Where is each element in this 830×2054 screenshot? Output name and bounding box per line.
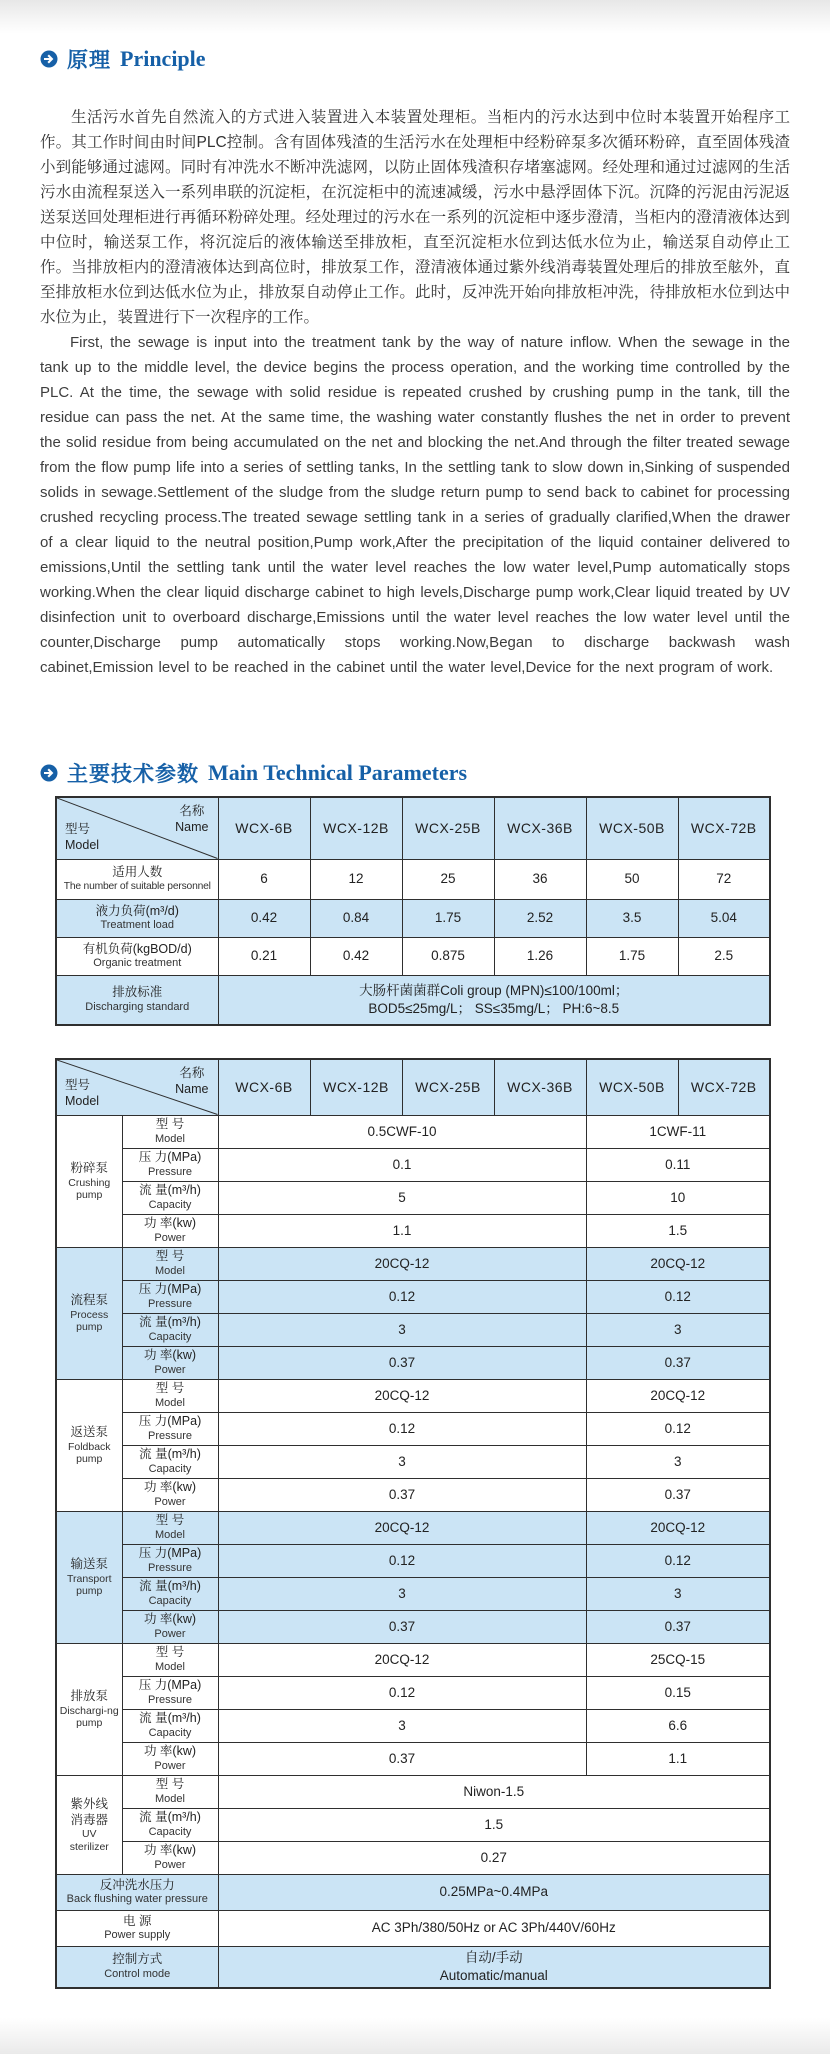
row-label-zh: 流 量(m³/h) (139, 1447, 201, 1462)
param-label-cell (122, 1412, 218, 1445)
row-label-en: Model (155, 1132, 185, 1145)
corner-name-label: 名称 Name (175, 804, 209, 835)
table-row (56, 1247, 770, 1280)
footer-value-cell: AC 3Ph/380/50Hz or AC 3Ph/440V/60Hz (218, 1910, 770, 1946)
param-label-cell (122, 1610, 218, 1643)
value-cell: 0.21 (218, 937, 310, 975)
param-label-cell (122, 1511, 218, 1544)
table-row (56, 899, 770, 937)
model-column-header: WCX-50B (586, 797, 678, 859)
table-row (56, 1946, 770, 1988)
row-label-en: Capacity (148, 1825, 192, 1838)
param-label-cell (122, 1808, 218, 1841)
row-label-zh: 压 力(MPa) (138, 1150, 202, 1165)
value-cell-small-models: 3 (218, 1709, 586, 1742)
row-label-en: Pressure (147, 1165, 193, 1178)
row-label-zh: 排放标准 (112, 985, 163, 1000)
table-row (56, 1478, 770, 1511)
table-row (56, 1115, 770, 1148)
table-row (56, 1511, 770, 1544)
pump-group-label-cell: 输送泵 Transport pump (56, 1511, 122, 1643)
principle-paragraph-english: First, the sewage is input into the treatment tank by the way of nature inflow. When the sewage in the tank up to the middle level, the device begins the process operation, and the working time controlled by the PLC. At the time, the sewage with solid residue is repeated crushed by crushing pump in the tank, till the residue can pass the net. At the same time, the washing water constantly flushes the net in order to prevent the solid residue from being accumulated on the net and blocking the net.And through the filter treated sewage from the flow pump life into a series of settling tanks, In the settling tank to slow down in,Sinking of suspended solids in sewage.Settlement of the sludge from the sludge return pump to send back to cabinet for processing crushed recycling process.The treated sewage settling tank in a series of gradually clarified,When the drawer of a clear liquid to the neutral position,Pump work,After the precipitation of the liquid container delivered to emissions,Until the settling tank until the water level reaches the low water level,Pump automatically stops working.When the clear liquid discharge cabinet to high levels,Discharge pump work,Clear liquid treated by UV disinfection unit to overboard discharge,Emissions until the water level reaches the low water level until the counter,Discharge pump automatically stops working.Now,Began to discharge backwash wash cabinet,Emission level to be reached in the cabinet until the water level,Device for the next program of work. (40, 334, 790, 676)
value-cell: 5.04 (678, 899, 770, 937)
row-label-zh: 流 量(m³/h) (139, 1183, 201, 1198)
model-column-header: WCX-6B (218, 1059, 310, 1115)
row-label-zh: 压 力(MPa) (138, 1414, 202, 1429)
merged-value-cell: 1.5 (218, 1808, 770, 1841)
value-cell-small-models: 0.37 (218, 1478, 586, 1511)
model-column-header: WCX-50B (586, 1059, 678, 1115)
value-cell-small-models: 5 (218, 1181, 586, 1214)
row-label-en: Pressure (147, 1429, 193, 1442)
pump-group-label-cell: 流程泵 Process pump (56, 1247, 122, 1379)
value-cell: 1.75 (586, 937, 678, 975)
table-row (56, 1412, 770, 1445)
pump-parameters-table-slot (0, 1058, 830, 1989)
merged-value-cell: Niwon-1.5 (218, 1775, 770, 1808)
footer-label-cell (56, 1910, 218, 1946)
pump-group-label-en: Transport pump (66, 1572, 112, 1598)
value-cell-small-models: 0.37 (218, 1742, 586, 1775)
param-label-cell (122, 1280, 218, 1313)
pump-group-label-en: Foldback pump (67, 1440, 111, 1466)
model-column-header: WCX-36B (494, 1059, 586, 1115)
value-cell-small-models: 0.5CWF-10 (218, 1115, 586, 1148)
row-label-zh: 适用人数 (112, 865, 163, 880)
table-row (56, 1280, 770, 1313)
value-cell-small-models: 3 (218, 1445, 586, 1478)
principle-title-zh: 原理 (67, 49, 111, 72)
row-label-en: Back flushing water pressure (66, 1893, 208, 1906)
parameters-title-en: Main Technical Parameters (208, 760, 468, 785)
value-cell: 2.5 (678, 937, 770, 975)
table-row (56, 1445, 770, 1478)
parameters-title-zh: 主要技术参数 (67, 763, 199, 786)
row-label-zh: 压 力(MPa) (138, 1678, 202, 1693)
row-label-zh: 流 量(m³/h) (139, 1711, 201, 1726)
row-label-zh: 控制方式 (112, 1952, 163, 1967)
pump-group-label-cell: 粉碎泵 Crushing pump (56, 1115, 122, 1247)
param-label-cell (122, 1577, 218, 1610)
value-cell-large-models: 0.37 (586, 1346, 770, 1379)
row-label-zh: 有机负荷(kgBOD/d) (82, 941, 192, 956)
page-bottom-shading (0, 2018, 830, 2054)
table-row (56, 1181, 770, 1214)
param-label-cell (122, 1379, 218, 1412)
page-top-shading (0, 0, 830, 34)
row-label-zh: 压 力(MPa) (138, 1282, 202, 1297)
principle-paragraph-chinese: 生活污水首先自然流入的方式进入装置进入本装置处理柜。当柜内的污水达到中位时本装置开始程序工作。其工作时间由时间PLC控制。含有固体残渣的生活污水在处理柜中经粉碎泵多次循环粉碎，直至固体残渣小到能够通过滤网。同时有冲洗水不断冲洗滤网，以防止固体残渣积存堵塞滤网。经处理和通过过滤网的生活污水由流程泵送入一系列串联的沉淀柜，在沉淀柜中的流速减缓，污水中悬浮固体下沉。沉降的污泥由污泥返送泵送回处理柜进行再循环粉碎处理。经处理过的污水在一系列的沉淀柜中逐步澄清，当柜内的澄清液体达到中位时，输送泵工作，将沉淀后的液体输送至排放柜，直至沉淀柜水位到达低水位为止，输送泵自动停止工作。当排放柜内的澄清液体达到高位时，排放泵工作，澄清液体通过紫外线消毒装置处理后的排放至舷外，直至排放柜水位到达低水位为止，排放泵自动停止工作。此时，反冲洗开始向排放柜冲洗，待排放柜水位到达中水位为止，装置进行下一次程序的工作。 (40, 109, 790, 326)
row-label-zh: 型 号 (155, 1777, 185, 1792)
table-row (56, 975, 770, 1025)
row-label-en: Discharging standard (85, 1000, 190, 1013)
value-cell-large-models: 20CQ-12 (586, 1511, 770, 1544)
value-cell-large-models: 20CQ-12 (586, 1247, 770, 1280)
value-cell-small-models: 0.1 (218, 1148, 586, 1181)
value-cell: 0.84 (310, 899, 402, 937)
param-label-cell (122, 1247, 218, 1280)
row-label-en: Treatment load (100, 919, 175, 932)
value-cell-large-models: 1.5 (586, 1214, 770, 1247)
value-cell: 6 (218, 859, 310, 899)
corner-name-label: 名称 Name (175, 1066, 209, 1097)
value-cell-small-models: 3 (218, 1313, 586, 1346)
value-cell-large-models: 0.37 (586, 1478, 770, 1511)
pump-group-label-en: Dischargi-ng pump (59, 1704, 119, 1730)
footer-value-cell: 自动/手动 Automatic/manual (218, 1946, 770, 1988)
table-row (56, 1709, 770, 1742)
corner-header-cell (56, 1059, 218, 1115)
row-label-zh: 功 率(kw) (143, 1612, 197, 1627)
param-label-cell (122, 1313, 218, 1346)
row-label-en: Power (154, 1759, 186, 1772)
value-cell-small-models: 0.12 (218, 1280, 586, 1313)
value-cell-large-models: 3 (586, 1577, 770, 1610)
model-column-header: WCX-25B (402, 797, 494, 859)
value-cell-large-models: 10 (586, 1181, 770, 1214)
value-cell-large-models: 1.1 (586, 1742, 770, 1775)
value-cell-large-models: 0.12 (586, 1412, 770, 1445)
param-label-cell (122, 1775, 218, 1808)
table-row (56, 1214, 770, 1247)
value-cell-small-models: 3 (218, 1577, 586, 1610)
row-label-en: Model (155, 1660, 185, 1673)
row-label-zh: 压 力(MPa) (138, 1546, 202, 1561)
row-label-en: Model (155, 1792, 185, 1805)
value-cell-large-models: 0.12 (586, 1544, 770, 1577)
param-label-cell (122, 1709, 218, 1742)
value-cell-large-models: 25CQ-15 (586, 1643, 770, 1676)
table-row (56, 1775, 770, 1808)
row-label-zh: 液力负荷(m³/d) (95, 903, 179, 918)
row-label-en: Power (154, 1495, 186, 1508)
row-label-en: Capacity (148, 1330, 192, 1343)
model-column-header: WCX-36B (494, 797, 586, 859)
principle-title-en: Principle (120, 46, 206, 71)
table-row (56, 1676, 770, 1709)
value-cell: 25 (402, 859, 494, 899)
pump-group-label-cell: 返送泵 Foldback pump (56, 1379, 122, 1511)
pump-group-label-en: Crushing pump (68, 1176, 111, 1202)
row-label-en: Model (155, 1264, 185, 1277)
footer-value-cell: 0.25MPa~0.4MPa (218, 1874, 770, 1910)
value-cell: 50 (586, 859, 678, 899)
param-label-cell (122, 1115, 218, 1148)
arrow-bullet-icon (40, 764, 58, 782)
pump-group-label-cell: 排放泵 Dischargi-ng pump (56, 1643, 122, 1775)
pump-group-label-en: Process pump (70, 1308, 109, 1334)
row-label-en: Pressure (147, 1561, 193, 1574)
table-row (56, 1346, 770, 1379)
value-cell-large-models: 0.37 (586, 1610, 770, 1643)
value-cell-large-models: 1CWF-11 (586, 1115, 770, 1148)
row-label-zh: 反冲洗水压力 (99, 1877, 175, 1892)
value-cell-small-models: 0.12 (218, 1676, 586, 1709)
table-row (56, 1379, 770, 1412)
param-label-cell (122, 1841, 218, 1874)
main-technical-parameters-table (55, 796, 771, 1026)
model-column-header: WCX-6B (218, 797, 310, 859)
table-row (56, 1808, 770, 1841)
row-label-cell (56, 937, 218, 975)
row-label-en: Model (155, 1528, 185, 1541)
row-label-en: Pressure (147, 1693, 193, 1706)
table-row (56, 1313, 770, 1346)
row-label-en: The number of suitable personnel (63, 880, 211, 892)
value-cell-small-models: 20CQ-12 (218, 1379, 586, 1412)
value-cell-large-models: 3 (586, 1445, 770, 1478)
value-cell: 0.42 (218, 899, 310, 937)
table-row (56, 1577, 770, 1610)
table-row (56, 1643, 770, 1676)
parameters-heading (40, 758, 830, 788)
value-cell: 72 (678, 859, 770, 899)
pump-group-label-cell: 紫外线 消毒器 UV sterilizer (56, 1775, 122, 1874)
row-label-zh: 流 量(m³/h) (139, 1315, 201, 1330)
row-label-en: Capacity (148, 1462, 192, 1475)
merged-value-cell: 0.27 (218, 1841, 770, 1874)
row-label-en: Power (154, 1627, 186, 1640)
value-cell: 0.42 (310, 937, 402, 975)
value-cell-large-models: 6.6 (586, 1709, 770, 1742)
row-label-zh: 功 率(kw) (143, 1744, 197, 1759)
table-row (56, 1841, 770, 1874)
footer-label-cell (56, 1874, 218, 1910)
row-label-zh: 电 源 (123, 1913, 152, 1928)
row-label-en: Capacity (148, 1594, 192, 1607)
row-label-en: Model (155, 1396, 185, 1409)
row-label-en: Organic treatment (93, 957, 182, 970)
value-cell: 36 (494, 859, 586, 899)
value-cell-large-models: 3 (586, 1313, 770, 1346)
row-label-en: Power (154, 1363, 186, 1376)
value-cell-small-models: 0.12 (218, 1412, 586, 1445)
value-cell-small-models: 20CQ-12 (218, 1247, 586, 1280)
arrow-bullet-icon (40, 50, 58, 68)
value-cell: 0.875 (402, 937, 494, 975)
row-label-zh: 型 号 (155, 1117, 185, 1132)
row-label-zh: 功 率(kw) (143, 1480, 197, 1495)
pump-group-label-en: UV sterilizer (69, 1828, 109, 1853)
value-cell-large-models: 20CQ-12 (586, 1379, 770, 1412)
row-label-cell (56, 975, 218, 1025)
table-row (56, 1742, 770, 1775)
model-column-header: WCX-12B (310, 797, 402, 859)
row-label-en: Capacity (148, 1726, 192, 1739)
row-label-zh: 功 率(kw) (143, 1216, 197, 1231)
value-cell: 2.52 (494, 899, 586, 937)
model-column-header: WCX-12B (310, 1059, 402, 1115)
value-cell: 1.26 (494, 937, 586, 975)
param-label-cell (122, 1643, 218, 1676)
corner-model-label: 型号 Model (65, 822, 100, 853)
table-row (56, 1874, 770, 1910)
model-column-header: WCX-72B (678, 797, 770, 859)
param-label-cell (122, 1478, 218, 1511)
table-row (56, 1910, 770, 1946)
corner-header-cell (56, 797, 218, 859)
table-row (56, 859, 770, 899)
table-row (56, 1148, 770, 1181)
param-label-cell (122, 1445, 218, 1478)
param-label-cell (122, 1544, 218, 1577)
value-cell-small-models: 20CQ-12 (218, 1511, 586, 1544)
model-column-header: WCX-72B (678, 1059, 770, 1115)
corner-model-label: 型号 Model (65, 1078, 100, 1109)
row-label-zh: 流 量(m³/h) (139, 1579, 201, 1594)
param-label-cell (122, 1346, 218, 1379)
value-cell: 1.75 (402, 899, 494, 937)
row-label-en: Power (154, 1231, 186, 1244)
value-cell-large-models: 0.12 (586, 1280, 770, 1313)
row-label-en: Power supply (104, 1929, 171, 1942)
row-label-en: Pressure (147, 1297, 193, 1310)
value-cell: 3.5 (586, 899, 678, 937)
row-label-en: Capacity (148, 1198, 192, 1211)
row-label-zh: 型 号 (155, 1381, 185, 1396)
value-cell-small-models: 0.12 (218, 1544, 586, 1577)
param-label-cell (122, 1214, 218, 1247)
row-label-en: Control mode (104, 1967, 171, 1980)
table-row (56, 1544, 770, 1577)
row-label-zh: 型 号 (155, 1513, 185, 1528)
value-cell-large-models: 0.15 (586, 1676, 770, 1709)
value-cell-small-models: 1.1 (218, 1214, 586, 1247)
model-column-header: WCX-25B (402, 1059, 494, 1115)
value-cell-small-models: 0.37 (218, 1610, 586, 1643)
row-label-zh: 流 量(m³/h) (139, 1810, 201, 1825)
row-label-en: Power (154, 1858, 186, 1871)
main-parameters-table-slot (0, 796, 830, 1026)
table-row (56, 937, 770, 975)
discharging-standard-value: 大肠杆菌菌群Coli group (MPN)≤100/100ml； BOD5≤25mg/L； SS≤35mg/L； PH:6~8.5 (218, 975, 770, 1025)
row-label-zh: 功 率(kw) (143, 1348, 197, 1363)
row-label-cell (56, 899, 218, 937)
row-label-zh: 功 率(kw) (143, 1843, 197, 1858)
value-cell: 12 (310, 859, 402, 899)
row-label-cell (56, 859, 218, 899)
param-label-cell (122, 1148, 218, 1181)
row-label-zh: 型 号 (155, 1249, 185, 1264)
param-label-cell (122, 1742, 218, 1775)
row-label-zh: 型 号 (155, 1645, 185, 1660)
pump-parameters-table (55, 1058, 771, 1989)
footer-label-cell (56, 1946, 218, 1988)
value-cell-small-models: 0.37 (218, 1346, 586, 1379)
table-row (56, 1610, 770, 1643)
value-cell-large-models: 0.11 (586, 1148, 770, 1181)
value-cell-small-models: 20CQ-12 (218, 1643, 586, 1676)
param-label-cell (122, 1181, 218, 1214)
param-label-cell (122, 1676, 218, 1709)
